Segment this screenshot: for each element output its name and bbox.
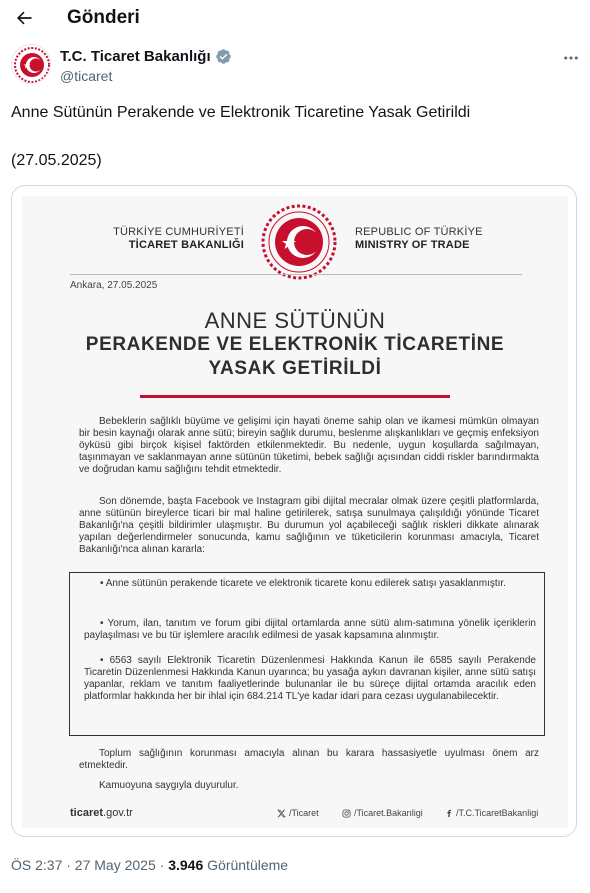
doc-header-right [355, 226, 555, 252]
ministry-logo-icon [12, 45, 51, 84]
views-label: Görüntüleme [203, 857, 289, 873]
tweet-media-image[interactable] [11, 185, 577, 837]
doc-header-left-line2: TİCARET BAKANLIĞI [128, 239, 244, 251]
decision-box [69, 572, 545, 736]
author-block [11, 44, 581, 92]
footer-website-bold: ticaret [70, 807, 104, 819]
footer-facebook-text: /T.C.TicaretBakanligi [456, 808, 539, 818]
decision-item-3: • 6563 sayılı Elektronik Ticaretin Düzenlenmesi Hakkında Kanun ile 6585 sayılı Perakende Ticaretin Düzenlenmesi Hakkında Kanun uyarınca; bu yasağa aykırı davranan kişiler, anne sütü satışı yapanlar, reklam ve tanıtım faaliyetlerinde bulunanlar ile bu süreçe dijital ortamda aracılık eden platformlar hakkında her bir ihlal için 684.214 TL'ye kadar idari para cezası uygulanabilecektir. [84, 655, 536, 702]
footer-x [277, 808, 319, 818]
header-divider [70, 274, 522, 275]
x-logo-icon [277, 809, 286, 818]
doc-header-left [22, 226, 244, 252]
doc-title-line1: ANNE SÜTÜNÜN [204, 308, 386, 333]
more-horizontal-icon [562, 49, 580, 67]
press-release-document [22, 196, 568, 828]
arrow-left-icon [14, 8, 34, 28]
instagram-logo-icon [342, 809, 351, 818]
footer-website [70, 807, 133, 819]
footer-x-text: /Ticaret [289, 808, 319, 818]
author-name-text: T.C. Ticaret Bakanlığı [60, 48, 211, 65]
avatar[interactable] [11, 44, 51, 84]
verified-badge-icon [215, 48, 232, 65]
doc-header-right-line1: REPUBLIC OF TÜRKİYE [355, 226, 483, 238]
footer-instagram-text: /Ticaret.Bakanligi [354, 808, 423, 818]
doc-paragraph-1: Bebeklerin sağlıklı büyüme ve gelişimi için hayati öneme sahip olan ve ikamesi mümkün olmayan bir besin kaynağı olarak anne sütü; bireyin sağlık durumu, beslenme alışkanlıkları ve geçmiş enfeksiyon öyküsü gibi birçok kişisel faktörden etkilenmektedir. Bu nedenle, uygun koşullarda sağılmayan, taşınmayan ve saklanmayan anne sütünün tüketimi, bebek sağlığı açısından ciddi riskler barındırmakta ve doğrudan kamu sağlığını tehdit etmektedir. [79, 416, 539, 475]
doc-paragraph-4: Kamuoyuna saygıyla duyurulur. [99, 780, 239, 791]
top-bar [0, 0, 590, 36]
footer-instagram [342, 808, 423, 818]
tweet-text: Anne Sütünün Perakende ve Elektronik Ticaretine Yasak Getirildi [11, 104, 471, 121]
footer-facebook [445, 808, 538, 818]
author-name[interactable] [60, 48, 232, 65]
ministry-seal-icon [260, 203, 338, 281]
back-button[interactable] [10, 4, 38, 32]
doc-header-left-line1: TÜRKİYE CUMHURİYETİ [113, 226, 244, 238]
facebook-logo-icon [445, 809, 453, 818]
view-count: 3.946 [168, 857, 204, 873]
tweet-timestamp[interactable]: ÖS 2:37 · 27 May 2025 · [11, 857, 169, 873]
more-options-button[interactable] [561, 48, 581, 68]
doc-paragraph-2: Son dönemde, başta Facebook ve Instagram gibi dijital mecralar olmak üzere çeşitli platformlarda, anne sütünün bireylerce ticari bir mal haline getirilerek, satışa sunulmaya çalışıldığı yönünde Ticaret Bakanlığı'na çeşitli bildirimler ulaşmıştır. Bu durumun yol açabileceği sağlık riskleri dikkate alınarak yapılan değerlendirmeler sonucunda, kamu sağlığının ve tüketicilerin korunması amacıyla, Ticaret Bakanlığı'nca alınan kararla: [79, 496, 539, 555]
doc-header-right-line2: MINISTRY OF TRADE [355, 239, 470, 251]
decision-item-2: • Yorum, ilan, tanıtım ve forum gibi dijital ortamlarda anne sütü alım-satımına yönelik içeriklerin paylaşılması ve bu tür işlemlere aracılık edilmesi de yasak kapsamına alınmıştır. [84, 618, 536, 641]
author-handle[interactable]: @ticaret [60, 68, 113, 84]
title-underline [140, 395, 450, 398]
doc-title-line3: YASAK GETİRİLDİ [208, 358, 382, 379]
decision-item-1: • Anne sütünün perakende ticarete ve elektronik ticarete konu edilerek satışı yasaklanmıştır. [100, 578, 506, 589]
footer-website-rest: .gov.tr [103, 807, 133, 819]
doc-date: Ankara, 27.05.2025 [70, 280, 158, 291]
doc-paragraph-3: Toplum sağlığının korunması amacıyla alınan bu karara hassasiyetle uyulması önem arz etmektedir. [79, 748, 539, 771]
tweet-meta [11, 857, 288, 873]
page-title: Gönderi [67, 7, 140, 28]
tweet-date-line: (27.05.2025) [11, 152, 102, 169]
doc-title-line2: PERAKENDE VE ELEKTRONİK TİCARETİNE [85, 334, 505, 355]
